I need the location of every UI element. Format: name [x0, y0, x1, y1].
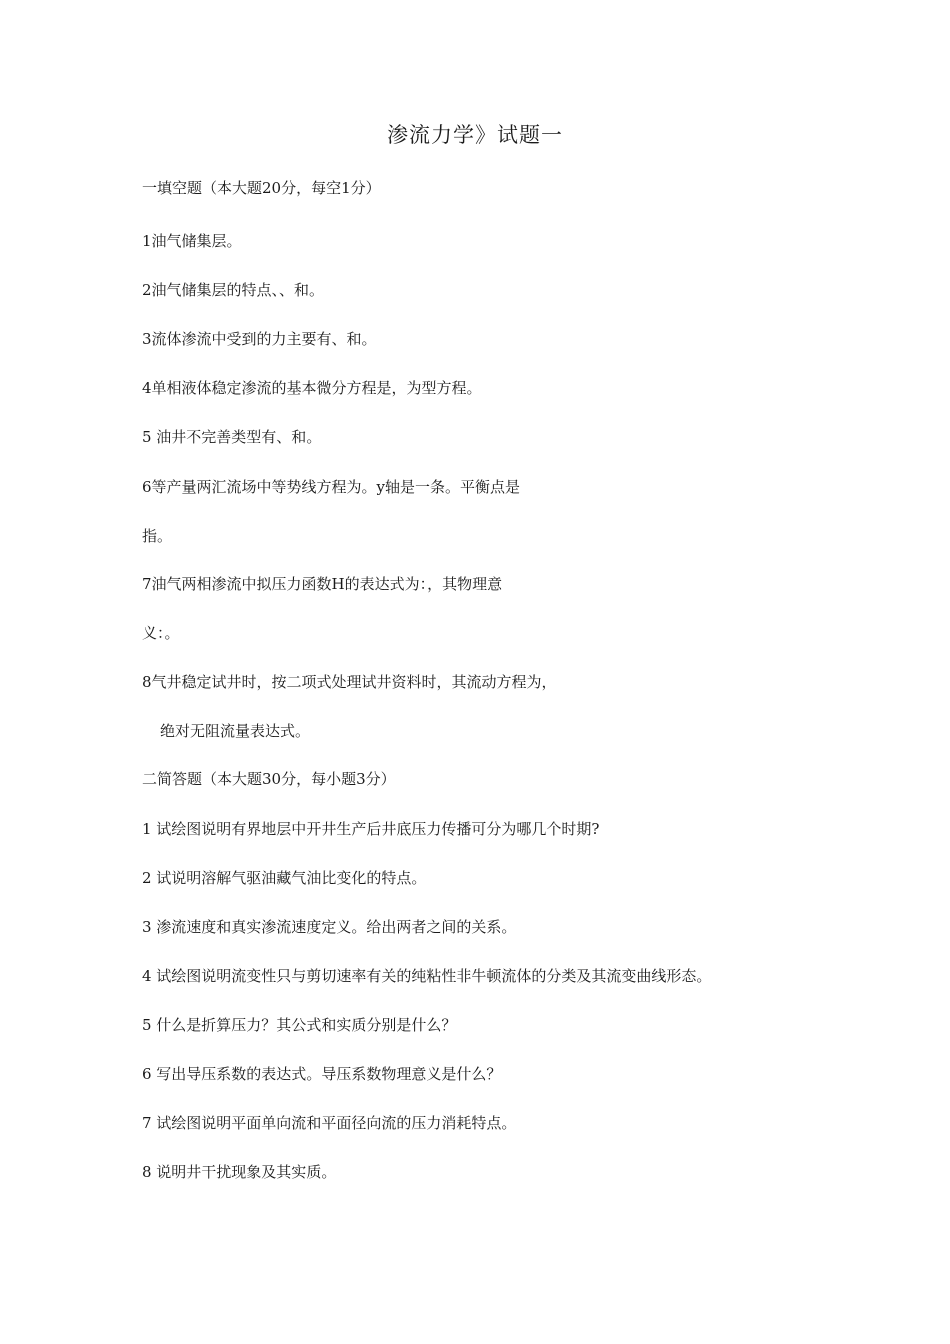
question-line: 8 说明井干扰现象及其实质。	[142, 1163, 337, 1181]
question-line: 3 渗流速度和真实渗流速度定义。给出两者之间的关系。	[142, 918, 517, 936]
question-line: 8气井稳定试井时，按二项式处理试井资料时，其流动方程为，	[142, 673, 557, 691]
question-line-continuation: 绝对无阻流量表达式。	[160, 722, 311, 740]
question-line: 1油气储集层。	[142, 232, 242, 250]
question-line: 5 油井不完善类型有、和。	[142, 428, 322, 446]
question-line: 2油气储集层的特点、、和。	[142, 281, 325, 299]
question-line-continuation: 义：。	[142, 624, 180, 642]
question-line: 4单相液体稳定渗流的基本微分方程是，为型方程。	[142, 379, 482, 397]
document-title: 渗流力学》试题一	[387, 123, 563, 147]
question-line-continuation: 指。	[142, 527, 173, 545]
question-line: 7 试绘图说明平面单向流和平面径向流的压力消耗特点。	[142, 1114, 517, 1132]
question-line: 2 试说明溶解气驱油藏气油比变化的特点。	[142, 869, 427, 887]
question-line: 3流体渗流中受到的力主要有、和。	[142, 330, 377, 348]
question-line: 6等产量两汇流场中等势线方程为。y轴是一条。平衡点是	[142, 478, 521, 496]
question-line: 7油气两相渗流中拟压力函数H的表达式为：，其物理意	[142, 575, 503, 593]
question-line: 1 试绘图说明有界地层中开井生产后井底压力传播可分为哪几个时期?	[142, 820, 600, 838]
question-line: 5 什么是折算压力？其公式和实质分别是什么？	[142, 1016, 457, 1034]
section-heading-short-answer: 二简答题（本大题30分，每小题3分）	[142, 770, 396, 788]
question-line: 4 试绘图说明流变性只与剪切速率有关的纯粘性非牛顿流体的分类及其流变曲线形态。	[142, 967, 712, 985]
section-heading-fill-in: 一填空题（本大题20分，每空1分）	[142, 179, 381, 197]
question-line: 6 写出导压系数的表达式。导压系数物理意义是什么？	[142, 1065, 502, 1083]
